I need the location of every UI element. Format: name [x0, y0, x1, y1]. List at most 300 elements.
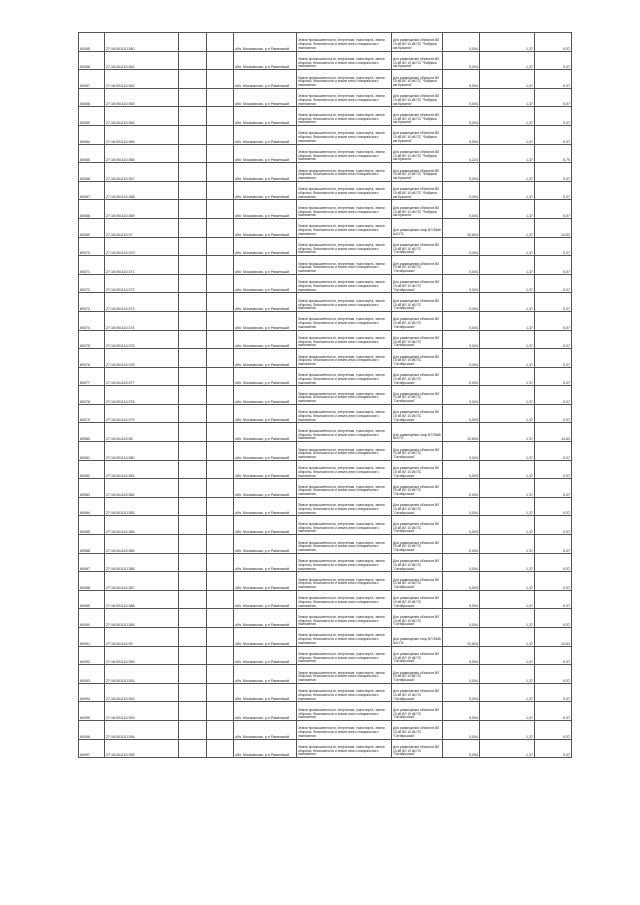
locality: обл. Московская, р-н Раменский	[234, 628, 297, 647]
cadastral-value: 0,07	[535, 553, 572, 572]
empty-cell	[179, 497, 207, 516]
table-row	[79, 218, 572, 237]
area-value: 0,004	[443, 739, 480, 758]
area-value: 10,604	[443, 423, 480, 442]
rate-value: 1,37	[480, 702, 535, 721]
area-value: 0,004	[443, 609, 480, 628]
table-row	[79, 702, 572, 721]
cadastral-number: 27:16:001110:380	[105, 442, 179, 461]
permitted-use: Для размещения объектов ВЛ 10 кВ ВЛ 10 кВ ПС "Фабрика им.Красина"	[392, 107, 443, 126]
cadastral-value: 0,07	[535, 442, 572, 461]
area-value: 0,004	[443, 88, 480, 107]
permitted-use: Для размещения объектов ВЛ 10 кВ ВЛ 10 кВ ПС "Октябрьская"	[392, 367, 443, 386]
rate-value: 1,37	[480, 683, 535, 702]
cadastral-value: 0,07	[535, 683, 572, 702]
empty-cell	[179, 516, 207, 535]
empty-cell	[207, 70, 234, 89]
rate-value: 1,37	[480, 386, 535, 405]
cadastral-number: 27:16:001110:376	[105, 349, 179, 368]
cadastral-number: 27:16:001110:38	[105, 423, 179, 442]
rate-value: 1,37	[480, 51, 535, 70]
cadastral-value: 0,07	[535, 479, 572, 498]
empty-cell	[179, 349, 207, 368]
area-value: 0,004	[443, 181, 480, 200]
land-category: Земли промышленности, энергетики, транспорта, земли обороны, безопасности и земли иного специального назначения	[297, 479, 392, 498]
table-row	[79, 683, 572, 702]
area-value: 0,004	[443, 590, 480, 609]
row-number: 60069	[79, 218, 105, 237]
area-value: 0,004	[443, 163, 480, 182]
empty-cell	[179, 144, 207, 163]
cadastral-number: 27:16:001110:369	[105, 200, 179, 219]
empty-cell	[179, 404, 207, 423]
document-sheet	[78, 32, 571, 758]
cadastral-number: 27:16:001110:373	[105, 293, 179, 312]
row-number: 60078	[79, 386, 105, 405]
rate-value: 1,37	[480, 256, 535, 275]
cadastral-value: 14,53	[535, 218, 572, 237]
empty-cell	[207, 256, 234, 275]
cadastral-number: 27:16:001110:365	[105, 125, 179, 144]
area-value: 0,004	[443, 572, 480, 591]
empty-cell	[179, 628, 207, 647]
permitted-use: Для размещения объектов ВЛ 10 кВ ВЛ 10 кВ ПС "Октябрьская"	[392, 330, 443, 349]
rate-value: 1,37	[480, 646, 535, 665]
area-value: 10,604	[443, 628, 480, 647]
locality: обл. Московская, р-н Раменский	[234, 88, 297, 107]
row-number: 60076	[79, 349, 105, 368]
empty-cell	[179, 107, 207, 126]
area-value: 0,004	[443, 237, 480, 256]
permitted-use: Для размещения объектов ВЛ 10 кВ ВЛ 10 кВ ПС "Октябрьская"	[392, 535, 443, 554]
empty-cell	[207, 404, 234, 423]
cadastral-value: 14,53	[535, 628, 572, 647]
land-category: Земли промышленности, энергетики, транспорта, земли обороны, безопасности и земли иного специального назначения	[297, 460, 392, 479]
rate-value: 1,37	[480, 460, 535, 479]
cadastral-value: 0,07	[535, 293, 572, 312]
row-number: 60065	[79, 144, 105, 163]
area-value: 0,004	[443, 497, 480, 516]
cadastral-number: 27:16:001110:382	[105, 479, 179, 498]
rate-value: 1,37	[480, 349, 535, 368]
permitted-use: Для размещения опор ВЛ 35кВ №3 ПС	[392, 218, 443, 237]
cadastral-value: 0,07	[535, 516, 572, 535]
row-number: 60071	[79, 256, 105, 275]
permitted-use: Для размещения объектов ВЛ 10 кВ ВЛ 10 кВ ПС "Фабрика им.Красина"	[392, 144, 443, 163]
locality: обл. Московская, р-н Раменский	[234, 349, 297, 368]
table-row	[79, 460, 572, 479]
rate-value: 1,37	[480, 535, 535, 554]
permitted-use: Для размещения объектов ВЛ 10 кВ ВЛ 10 кВ ПС "Октябрьская"	[392, 386, 443, 405]
area-value: 0,004	[443, 293, 480, 312]
land-category: Земли промышленности, энергетики, транспорта, земли обороны, безопасности и земли иного специального назначения	[297, 739, 392, 758]
permitted-use: Для размещения объектов ВЛ 10 кВ ВЛ 10 кВ ПС "Октябрьская"	[392, 404, 443, 423]
locality: обл. Московская, р-н Раменский	[234, 423, 297, 442]
empty-cell	[207, 33, 234, 52]
land-category: Земли промышленности, энергетики, транспорта, земли обороны, безопасности и земли иного специального назначения	[297, 683, 392, 702]
rate-value: 1,37	[480, 516, 535, 535]
permitted-use: Для размещения объектов ВЛ 10 кВ ВЛ 10 кВ ПС "Октябрьская"	[392, 553, 443, 572]
row-number: 60072	[79, 274, 105, 293]
area-value: 0,004	[443, 479, 480, 498]
permitted-use: Для размещения объектов ВЛ 10 кВ ВЛ 10 кВ ПС "Октябрьская"	[392, 311, 443, 330]
land-category: Земли промышленности, энергетики, транспорта, земли обороны, безопасности и земли иного специального назначения	[297, 70, 392, 89]
land-category: Земли промышленности, энергетики, транспорта, земли обороны, безопасности и земли иного специального назначения	[297, 609, 392, 628]
row-number: 60057	[79, 70, 105, 89]
area-value: 0,004	[443, 107, 480, 126]
table-row	[79, 497, 572, 516]
area-value: 0,004	[443, 386, 480, 405]
permitted-use: Для размещения объектов ВЛ 10 кВ ВЛ 10 кВ ПС "Октябрьская"	[392, 702, 443, 721]
empty-cell	[207, 367, 234, 386]
empty-cell	[179, 460, 207, 479]
permitted-use: Для размещения объектов ВЛ 10 кВ ВЛ 10 кВ ПС "Октябрьская"	[392, 739, 443, 758]
row-number: 60066	[79, 163, 105, 182]
rate-value: 1,37	[480, 33, 535, 52]
area-value: 0,004	[443, 33, 480, 52]
empty-cell	[207, 665, 234, 684]
land-category: Земли промышленности, энергетики, транспорта, земли обороны, безопасности и земли иного специального назначения	[297, 163, 392, 182]
cadastral-number: 27:16:001110:383	[105, 497, 179, 516]
locality: обл. Московская, р-н Раменский	[234, 107, 297, 126]
locality: обл. Московская, р-н Раменский	[234, 479, 297, 498]
permitted-use: Для размещения объектов ВЛ 10 кВ ВЛ 10 кВ ПС "Фабрика им.Красина"	[392, 70, 443, 89]
cadastral-number: 27:16:001110:39	[105, 628, 179, 647]
empty-cell	[179, 386, 207, 405]
rate-value: 1,37	[480, 367, 535, 386]
permitted-use: Для размещения объектов ВЛ 10 кВ ВЛ 10 кВ ПС "Октябрьская"	[392, 497, 443, 516]
empty-cell	[179, 125, 207, 144]
empty-cell	[207, 646, 234, 665]
locality: обл. Московская, р-н Раменский	[234, 590, 297, 609]
cadastral-value: 0,07	[535, 702, 572, 721]
land-category: Земли промышленности, энергетики, транспорта, земли обороны, безопасности и земли иного специального назначения	[297, 386, 392, 405]
locality: обл. Московская, р-н Раменский	[234, 460, 297, 479]
area-value: 0,004	[443, 535, 480, 554]
rate-value: 1,37	[480, 609, 535, 628]
empty-cell	[207, 497, 234, 516]
cadastral-value: 0,07	[535, 274, 572, 293]
land-category: Земли промышленности, энергетики, транспорта, земли обороны, безопасности и земли иного специального назначения	[297, 274, 392, 293]
empty-cell	[179, 256, 207, 275]
area-value: 4,224	[443, 144, 480, 163]
cadastral-number: 27:16:001110:377	[105, 367, 179, 386]
area-value: 0,004	[443, 516, 480, 535]
area-value: 0,004	[443, 442, 480, 461]
empty-cell	[179, 274, 207, 293]
cadastral-value: 0,07	[535, 163, 572, 182]
area-value: 0,004	[443, 51, 480, 70]
rate-value: 1,37	[480, 144, 535, 163]
empty-cell	[207, 311, 234, 330]
empty-cell	[207, 293, 234, 312]
table-row	[79, 200, 572, 219]
permitted-use: Для размещения объектов ВЛ 10 кВ ВЛ 10 кВ ПС "Октябрьская"	[392, 665, 443, 684]
cadastral-value: 0,07	[535, 51, 572, 70]
rate-value: 1,37	[480, 107, 535, 126]
land-category: Земли промышленности, энергетики, транспорта, земли обороны, безопасности и земли иного специального назначения	[297, 330, 392, 349]
locality: обл. Московская, р-н Раменский	[234, 720, 297, 739]
rate-value: 1,37	[480, 330, 535, 349]
empty-cell	[207, 349, 234, 368]
empty-cell	[207, 572, 234, 591]
empty-cell	[207, 88, 234, 107]
rate-value: 1,37	[480, 720, 535, 739]
table-row	[79, 572, 572, 591]
cadastral-number: 27:16:001110:367	[105, 163, 179, 182]
cadastral-number: 27:16:001110:375	[105, 330, 179, 349]
cadastral-value: 0,07	[535, 572, 572, 591]
cadastral-number: 27:16:001110:392	[105, 683, 179, 702]
table-row	[79, 628, 572, 647]
empty-cell	[207, 516, 234, 535]
cadastral-number: 27:16:001110:370	[105, 237, 179, 256]
locality: обл. Московская, р-н Раменский	[234, 274, 297, 293]
empty-cell	[179, 293, 207, 312]
empty-cell	[207, 423, 234, 442]
cadastral-number: 27:16:001110:363	[105, 88, 179, 107]
rate-value: 1,37	[480, 739, 535, 758]
rate-value: 1,37	[480, 237, 535, 256]
locality: обл. Московская, р-н Раменский	[234, 218, 297, 237]
rate-value: 1,37	[480, 70, 535, 89]
cadastral-number: 27:16:001110:385	[105, 535, 179, 554]
rate-value: 1,37	[480, 553, 535, 572]
empty-cell	[179, 553, 207, 572]
cadastral-value: 0,07	[535, 646, 572, 665]
table-row	[79, 237, 572, 256]
permitted-use: Для размещения объектов ВЛ 10 кВ ВЛ 10 кВ ПС "Октябрьская"	[392, 683, 443, 702]
permitted-use: Для размещения объектов ВЛ 10 кВ ВЛ 10 кВ ПС "Фабрика им.Красина"	[392, 33, 443, 52]
cadastral-number: 27:16:001110:384	[105, 516, 179, 535]
table-row	[79, 330, 572, 349]
empty-cell	[207, 535, 234, 554]
locality: обл. Московская, р-н Раменский	[234, 70, 297, 89]
area-value: 10,604	[443, 218, 480, 237]
land-category: Земли промышленности, энергетики, транспорта, земли обороны, безопасности и земли иного специального назначения	[297, 107, 392, 126]
area-value: 0,004	[443, 702, 480, 721]
cadastral-number: 27:16:001110:364	[105, 107, 179, 126]
locality: обл. Московская, р-н Раменский	[234, 330, 297, 349]
row-number: 60075	[79, 330, 105, 349]
locality: обл. Московская, р-н Раменский	[234, 293, 297, 312]
table-row	[79, 442, 572, 461]
row-number: 60089	[79, 590, 105, 609]
row-number: 60070	[79, 237, 105, 256]
empty-cell	[207, 144, 234, 163]
permitted-use: Для размещения объектов ВЛ 10 кВ ВЛ 10 кВ ПС "Октябрьская"	[392, 349, 443, 368]
empty-cell	[207, 330, 234, 349]
row-number: 60086	[79, 535, 105, 554]
cadastral-value: 0,07	[535, 665, 572, 684]
land-category: Земли промышленности, энергетики, транспорта, земли обороны, безопасности и земли иного специального назначения	[297, 665, 392, 684]
rate-value: 1,37	[480, 163, 535, 182]
land-category: Земли промышленности, энергетики, транспорта, земли обороны, безопасности и земли иного специального назначения	[297, 237, 392, 256]
row-number: 60079	[79, 404, 105, 423]
permitted-use: Для размещения объектов ВЛ 10 кВ ВЛ 10 кВ ПС "Октябрьская"	[392, 237, 443, 256]
table-row	[79, 535, 572, 554]
row-number: 60094	[79, 683, 105, 702]
rate-value: 1,37	[480, 181, 535, 200]
rate-value: 1,37	[480, 88, 535, 107]
cadastral-number: 27:16:001110:387	[105, 572, 179, 591]
table-row	[79, 609, 572, 628]
cadastral-number: 27:16:001110:395	[105, 739, 179, 758]
land-category: Земли промышленности, энергетики, транспорта, земли обороны, безопасности и земли иного специального назначения	[297, 51, 392, 70]
land-category: Земли промышленности, энергетики, транспорта, земли обороны, безопасности и земли иного специального назначения	[297, 516, 392, 535]
locality: обл. Московская, р-н Раменский	[234, 237, 297, 256]
table-row	[79, 423, 572, 442]
land-category: Земли промышленности, энергетики, транспорта, земли обороны, безопасности и земли иного специального назначения	[297, 442, 392, 461]
row-number: 60097	[79, 739, 105, 758]
cadastral-value: 0,07	[535, 330, 572, 349]
table-row	[79, 293, 572, 312]
table-row	[79, 479, 572, 498]
permitted-use: Для размещения объектов ВЛ 10 кВ ВЛ 10 кВ ПС "Октябрьская"	[392, 442, 443, 461]
cadastral-value: 0,07	[535, 535, 572, 554]
cadastral-number: 27:16:001110:389	[105, 609, 179, 628]
cadastral-number: 27:16:001110:374	[105, 311, 179, 330]
row-number: 60068	[79, 200, 105, 219]
table-row	[79, 404, 572, 423]
empty-cell	[207, 51, 234, 70]
land-category: Земли промышленности, энергетики, транспорта, земли обороны, безопасности и земли иного специального назначения	[297, 572, 392, 591]
empty-cell	[207, 460, 234, 479]
empty-cell	[207, 274, 234, 293]
empty-cell	[179, 479, 207, 498]
table-row	[79, 163, 572, 182]
empty-cell	[179, 683, 207, 702]
table-row	[79, 274, 572, 293]
table-row	[79, 386, 572, 405]
empty-cell	[179, 442, 207, 461]
land-category: Земли промышленности, энергетики, транспорта, земли обороны, безопасности и земли иного специального назначения	[297, 218, 392, 237]
empty-cell	[207, 200, 234, 219]
cadastral-value: 0,07	[535, 256, 572, 275]
locality: обл. Московская, р-н Раменский	[234, 683, 297, 702]
row-number: 60058	[79, 88, 105, 107]
empty-cell	[207, 553, 234, 572]
cadastral-number: 27:16:001110:386	[105, 553, 179, 572]
row-number: 60073	[79, 293, 105, 312]
row-number: 60083	[79, 479, 105, 498]
table-row	[79, 51, 572, 70]
rate-value: 1,37	[480, 590, 535, 609]
cadastral-number: 27:16:001110:362	[105, 70, 179, 89]
land-category: Земли промышленности, энергетики, транспорта, земли обороны, безопасности и земли иного специального назначения	[297, 256, 392, 275]
empty-cell	[207, 442, 234, 461]
area-value: 0,004	[443, 311, 480, 330]
cadastral-value: 0,07	[535, 125, 572, 144]
empty-cell	[179, 423, 207, 442]
empty-cell	[207, 479, 234, 498]
empty-cell	[179, 702, 207, 721]
locality: обл. Московская, р-н Раменский	[234, 665, 297, 684]
table-row	[79, 144, 572, 163]
cadastral-value: 0,07	[535, 404, 572, 423]
rate-value: 1,37	[480, 311, 535, 330]
cadastral-value: 14,53	[535, 423, 572, 442]
locality: обл. Московская, р-н Раменский	[234, 516, 297, 535]
permitted-use: Для размещения объектов ВЛ 10 кВ ВЛ 10 кВ ПС "Фабрика им.Красина"	[392, 181, 443, 200]
row-number: 60085	[79, 516, 105, 535]
rate-value: 1,37	[480, 218, 535, 237]
area-value: 0,004	[443, 367, 480, 386]
row-number: 60074	[79, 311, 105, 330]
row-number: 60096	[79, 720, 105, 739]
permitted-use: Для размещения объектов ВЛ 10 кВ ВЛ 10 кВ ПС "Октябрьская"	[392, 720, 443, 739]
permitted-use: Для размещения объектов ВЛ 10 кВ ВЛ 10 кВ ПС "Фабрика им.Красина"	[392, 163, 443, 182]
empty-cell	[207, 218, 234, 237]
locality: обл. Московская, р-н Раменский	[234, 609, 297, 628]
land-category: Земли промышленности, энергетики, транспорта, земли обороны, безопасности и земли иного специального назначения	[297, 311, 392, 330]
row-number: 60064	[79, 125, 105, 144]
permitted-use: Для размещения опор ВЛ 35кВ №3 ПС	[392, 628, 443, 647]
area-value: 0,004	[443, 404, 480, 423]
locality: обл. Московская, р-н Раменский	[234, 33, 297, 52]
empty-cell	[179, 163, 207, 182]
empty-cell	[207, 181, 234, 200]
table-row	[79, 181, 572, 200]
locality: обл. Московская, р-н Раменский	[234, 646, 297, 665]
empty-cell	[179, 367, 207, 386]
cadastral-number: 27:16:001110:372	[105, 274, 179, 293]
land-category: Земли промышленности, энергетики, транспорта, земли обороны, безопасности и земли иного специального назначения	[297, 646, 392, 665]
cadastral-number: 27:16:001110:390	[105, 646, 179, 665]
empty-cell	[207, 125, 234, 144]
cadastral-value: 0,07	[535, 181, 572, 200]
area-value: 0,004	[443, 460, 480, 479]
rate-value: 1,37	[480, 293, 535, 312]
rate-value: 1,37	[480, 423, 535, 442]
area-value: 0,004	[443, 200, 480, 219]
row-number: 60056	[79, 51, 105, 70]
empty-cell	[179, 739, 207, 758]
row-number: 60090	[79, 609, 105, 628]
permitted-use: Для размещения объектов ВЛ 10 кВ ВЛ 10 кВ ПС "Октябрьская"	[392, 460, 443, 479]
locality: обл. Московская, р-н Раменский	[234, 125, 297, 144]
rate-value: 1,37	[480, 665, 535, 684]
cadastral-value: 0,07	[535, 33, 572, 52]
table-row	[79, 646, 572, 665]
area-value: 0,004	[443, 125, 480, 144]
rate-value: 1,37	[480, 442, 535, 461]
cadastral-number: 27:16:001110:378	[105, 386, 179, 405]
cadastral-value: 0,07	[535, 460, 572, 479]
rate-value: 1,37	[480, 479, 535, 498]
row-number: 60092	[79, 646, 105, 665]
locality: обл. Московская, р-н Раменский	[234, 404, 297, 423]
land-plots-table	[78, 32, 572, 758]
empty-cell	[179, 218, 207, 237]
cadastral-value: 0,07	[535, 739, 572, 758]
area-value: 0,004	[443, 274, 480, 293]
empty-cell	[179, 237, 207, 256]
permitted-use: Для размещения объектов ВЛ 10 кВ ВЛ 10 кВ ПС "Фабрика им.Красина"	[392, 88, 443, 107]
empty-cell	[179, 330, 207, 349]
locality: обл. Московская, р-н Раменский	[234, 553, 297, 572]
row-number: 60055	[79, 33, 105, 52]
empty-cell	[179, 646, 207, 665]
row-number: 60087	[79, 553, 105, 572]
table-row	[79, 88, 572, 107]
permitted-use: Для размещения объектов ВЛ 10 кВ ВЛ 10 кВ ПС "Октябрьская"	[392, 479, 443, 498]
cadastral-number: 27:16:001110:393	[105, 702, 179, 721]
cadastral-value: 0,07	[535, 349, 572, 368]
permitted-use: Для размещения объектов ВЛ 10 кВ ВЛ 10 кВ ПС "Октябрьская"	[392, 590, 443, 609]
table-row	[79, 70, 572, 89]
empty-cell	[207, 683, 234, 702]
